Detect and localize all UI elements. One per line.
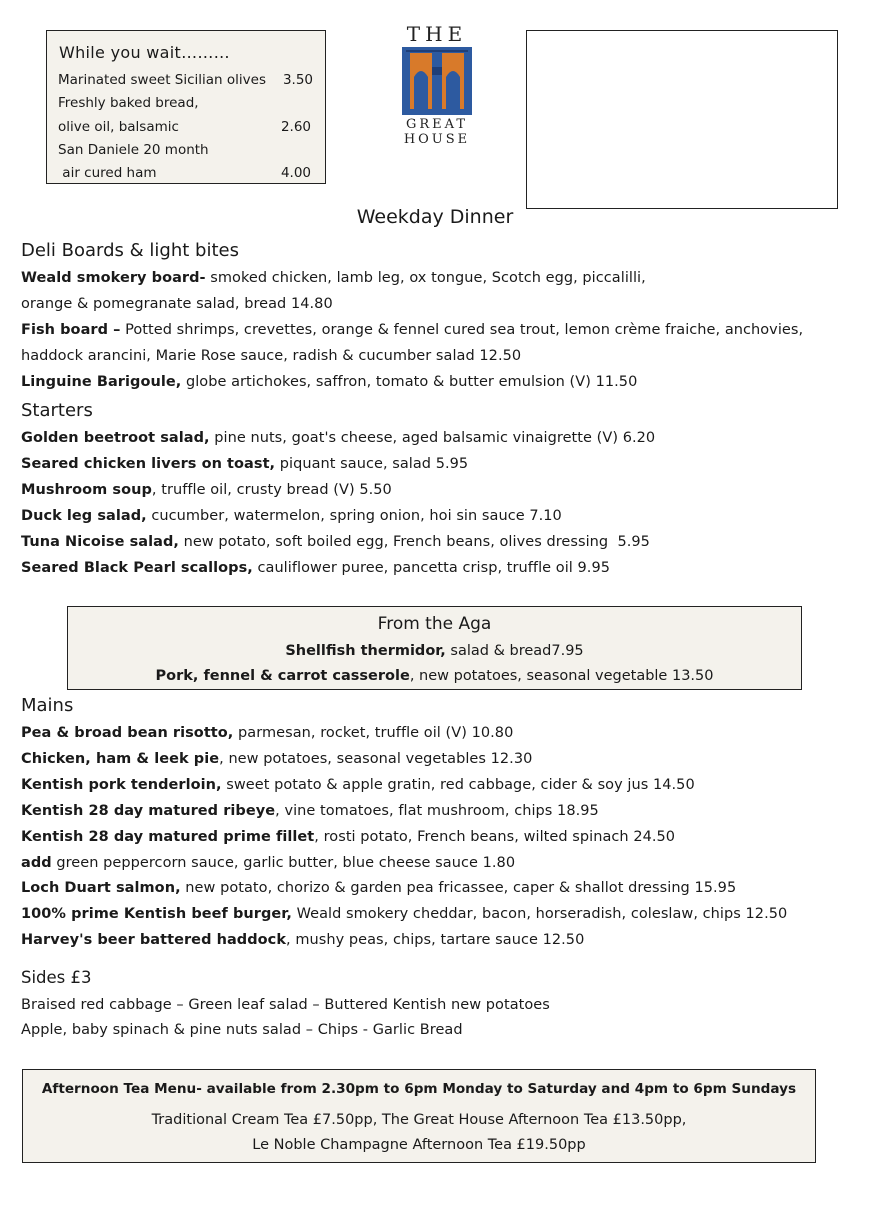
sides-heading: Sides £3 <box>21 968 92 987</box>
logo-emblem-icon <box>402 47 472 115</box>
main-line <box>21 932 584 948</box>
mains-heading: Mains <box>21 695 74 716</box>
item-name: Harvey's beer battered haddock <box>21 932 287 948</box>
wait-price-ham: 4.00 <box>280 165 311 181</box>
afternoon-tea-box <box>22 1069 816 1163</box>
wait-price-bread: 2.60 <box>280 119 311 135</box>
wait-item-bread-2: olive oil, balsamic <box>58 119 179 135</box>
main-line <box>21 855 515 871</box>
aga-box <box>67 606 802 690</box>
wait-price-olives: 3.50 <box>282 72 313 88</box>
main-line <box>21 829 675 845</box>
aga-line <box>68 668 801 684</box>
logo-word-house: HOUSE <box>403 132 471 147</box>
item-name: Linguine Barigoule, <box>21 374 182 390</box>
starter-line <box>21 560 610 576</box>
item-desc: , new potatoes, seasonal vegetable 13.50 <box>409 668 714 684</box>
item-desc: salad & bread7.95 <box>445 643 584 659</box>
item-name: add <box>21 855 52 871</box>
deli-line <box>21 374 637 390</box>
logo-word-the: THE <box>406 22 468 46</box>
item-name: Mushroom soup <box>21 482 152 498</box>
starter-line <box>21 482 392 498</box>
item-desc: , mushy peas, chips, tartare sauce 12.50 <box>286 932 585 948</box>
main-line <box>21 803 599 819</box>
page-title: Weekday Dinner <box>356 206 514 228</box>
item-desc: Potted shrimps, crevettes, orange & fennel cured sea trout, lemon crème fraiche, anchovies, <box>120 322 804 338</box>
wait-item-olives: Marinated sweet Sicilian olives <box>58 72 266 88</box>
item-desc: , rosti potato, French beans, wilted spinach 24.50 <box>314 829 676 845</box>
item-desc: , new potatoes, seasonal vegetables 12.30 <box>219 751 533 767</box>
item-name: Seared chicken livers on toast, <box>21 456 276 472</box>
item-name: 100% prime Kentish beef burger, <box>21 906 292 922</box>
deli-line <box>21 270 646 286</box>
item-name: Kentish 28 day matured prime fillet <box>21 829 315 845</box>
item-name: Kentish pork tenderloin, <box>21 777 222 793</box>
item-desc: new potato, soft boiled egg, French beans, olives dressing 5.95 <box>178 534 650 550</box>
main-line <box>21 906 787 922</box>
sides-line: Apple, baby spinach & pine nuts salad – Chips - Garlic Bread <box>21 1022 463 1038</box>
great-house-logo <box>400 22 474 148</box>
deli-line <box>21 322 803 338</box>
item-name: Seared Black Pearl scallops, <box>21 560 253 576</box>
starter-line <box>21 508 562 524</box>
starter-line <box>21 456 468 472</box>
item-desc: cauliflower puree, pancetta crisp, truffle oil 9.95 <box>252 560 610 576</box>
item-name: Loch Duart salmon, <box>21 880 181 896</box>
wait-item-ham-2: air cured ham <box>58 165 157 181</box>
item-desc: , truffle oil, crusty bread (V) 5.50 <box>151 482 392 498</box>
aga-title: From the Aga <box>377 614 492 634</box>
item-desc: Weald smokery cheddar, bacon, horseradish, coleslaw, chips 12.50 <box>291 906 788 922</box>
item-desc: haddock arancini, Marie Rose sauce, radish & cucumber salad 12.50 <box>21 348 522 364</box>
item-name: Golden beetroot salad, <box>21 430 210 446</box>
item-name: Shellfish thermidor, <box>285 643 446 659</box>
main-line <box>21 777 695 793</box>
while-you-wait-title: While you wait……… <box>59 43 230 62</box>
starter-line <box>21 430 655 446</box>
aga-line <box>68 643 801 659</box>
sides-line: Braised red cabbage – Green leaf salad – Buttered Kentish new potatoes <box>21 997 550 1013</box>
afternoon-tea-title: Afternoon Tea Menu- available from 2.30pm to 6pm Monday to Saturday and 4pm to 6pm Sundays <box>41 1081 797 1097</box>
item-desc: globe artichokes, saffron, tomato & butter emulsion (V) 11.50 <box>181 374 638 390</box>
item-name: Kentish 28 day matured ribeye <box>21 803 276 819</box>
afternoon-tea-line-1: Traditional Cream Tea £7.50pp, The Great House Afternoon Tea £13.50pp, <box>151 1112 687 1128</box>
main-line <box>21 751 532 767</box>
deli-line <box>21 348 521 364</box>
item-desc: sweet potato & apple gratin, red cabbage, cider & soy jus 14.50 <box>221 777 695 793</box>
item-desc: orange & pomegranate salad, bread 14.80 <box>21 296 333 312</box>
item-desc: smoked chicken, lamb leg, ox tongue, Scotch egg, piccalilli, <box>205 270 646 286</box>
wait-item-ham: San Daniele 20 month <box>58 142 209 158</box>
deli-heading: Deli Boards & light bites <box>21 240 239 261</box>
main-line <box>21 880 736 896</box>
item-name: Tuna Nicoise salad, <box>21 534 179 550</box>
wait-item-bread: Freshly baked bread, <box>58 95 199 111</box>
afternoon-tea-line-2: Le Noble Champagne Afternoon Tea £19.50pp <box>252 1137 586 1153</box>
item-desc: cucumber, watermelon, spring onion, hoi sin sauce 7.10 <box>146 508 562 524</box>
main-line <box>21 725 513 741</box>
deli-line <box>21 296 333 312</box>
item-desc: parmesan, rocket, truffle oil (V) 10.80 <box>233 725 514 741</box>
item-name: Pea & broad bean risotto, <box>21 725 234 741</box>
item-desc: green peppercorn sauce, garlic butter, blue cheese sauce 1.80 <box>51 855 516 871</box>
starter-line <box>21 534 650 550</box>
item-name: Pork, fennel & carrot casserole <box>155 668 410 684</box>
item-name: Weald smokery board- <box>21 270 206 286</box>
starters-heading: Starters <box>21 400 93 421</box>
while-you-wait-box <box>46 30 326 184</box>
item-desc: pine nuts, goat's cheese, aged balsamic vinaigrette (V) 6.20 <box>209 430 656 446</box>
item-name: Duck leg salad, <box>21 508 147 524</box>
item-name: Fish board – <box>21 322 121 338</box>
item-desc: new potato, chorizo & garden pea fricassee, caper & shallot dressing 15.95 <box>180 880 737 896</box>
empty-frame <box>526 30 838 209</box>
item-name: Chicken, ham & leek pie <box>21 751 220 767</box>
item-desc: , vine tomatoes, flat mushroom, chips 18.95 <box>275 803 599 819</box>
item-desc: piquant sauce, salad 5.95 <box>275 456 469 472</box>
logo-word-great: GREAT <box>405 117 468 132</box>
